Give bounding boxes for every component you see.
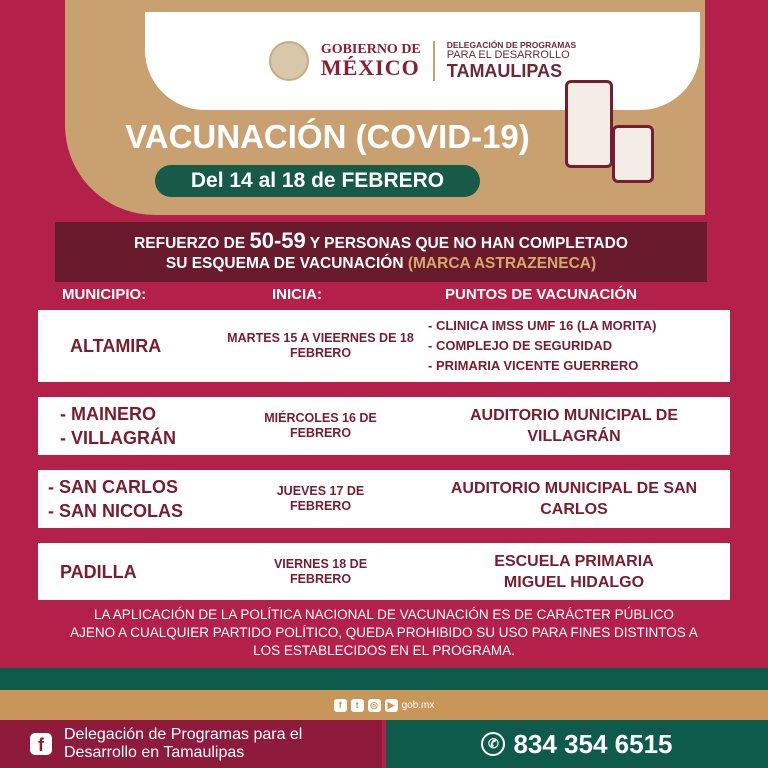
municipio: - VILLAGRÁN xyxy=(60,428,176,448)
facebook-line2: Desarrollo en Tamaulipas xyxy=(64,744,245,761)
page-title: VACUNACIÓN (COVID-19) xyxy=(125,118,530,155)
facebook-contact[interactable] xyxy=(0,720,382,768)
col-puntos: PUNTOS DE VACUNACIÓN xyxy=(445,286,637,303)
del-line1: DELEGACIÓN DE PROGRAMAS xyxy=(446,40,577,51)
punto: - CLINICA IMSS UMF 16 (LA MORITA) xyxy=(428,318,657,333)
inicia: JUEVES 17 DE FEBRERO xyxy=(276,484,365,513)
table-row xyxy=(38,470,730,528)
delegacion-logo xyxy=(447,41,576,80)
punto: AUDITORIO MUNICIPAL DE SAN CARLOS xyxy=(450,480,698,518)
gob-line2: MÉXICO xyxy=(320,55,420,80)
disclaimer-line: AJENO A CUALQUIER PARTIDO POLÍTICO, QUEDA PROHIBIDO SU USO PARA FINES DISTINTOS A xyxy=(70,625,698,640)
disclaimer-line: LOS ESTABLECIDOS EN EL PROGRAMA. xyxy=(253,643,515,658)
table-row xyxy=(38,397,730,455)
inicia: MARTES 15 A VIEERNES DE 18 FEBRERO xyxy=(227,331,414,360)
municipio: - MAINERO xyxy=(60,404,156,424)
inicia: VIERNES 18 DE FEBRERO xyxy=(273,556,368,586)
banner-pre: REFUERZO DE xyxy=(134,235,250,252)
date-range: Del 14 al 18 de FEBRERO xyxy=(155,165,480,197)
green-band xyxy=(0,668,768,690)
disclaimer-line: LA APLICACIÓN DE LA POLÍTICA NACIONAL DE VACUNACIÓN ES DE CARÁCTER PÚBLICO xyxy=(94,607,674,622)
del-line2: PARA EL DESARROLLO xyxy=(446,49,570,62)
divider xyxy=(433,41,435,81)
municipio: - SAN NICOLAS xyxy=(48,501,183,521)
banner-line2: SU ESQUEMA DE VACUNACIÓN xyxy=(165,255,408,272)
punto: - PRIMARIA VICENTE GUERRERO xyxy=(428,358,639,373)
whatsapp-icon: ✆ xyxy=(481,732,505,756)
municipio: PADILLA xyxy=(60,561,137,582)
gobierno-logo xyxy=(321,43,421,79)
banner-brand: (MARCA ASTRAZENECA) xyxy=(407,255,597,272)
twitter-icon[interactable]: t xyxy=(351,699,364,712)
facebook-icon: f xyxy=(30,733,52,755)
municipio: ALTAMIRA xyxy=(70,336,162,356)
header-logos xyxy=(145,12,700,110)
punto: ESCUELA PRIMARIA MIGUEL HIDALGO xyxy=(494,552,654,591)
punto: - COMPLEJO DE SEGURIDAD xyxy=(428,338,613,353)
site-link[interactable]: gob.mx xyxy=(401,699,435,711)
disclaimer xyxy=(0,606,768,660)
banner-post: Y PERSONAS QUE NO HAN COMPLETADO xyxy=(305,235,628,252)
inicia: MIÉRCOLES 16 DE FEBRERO xyxy=(264,411,377,440)
social-bar xyxy=(0,690,768,720)
banner-age: 50-59 xyxy=(249,228,306,253)
gob-line1: GOBIERNO DE xyxy=(320,42,421,57)
vaccine-vial-icon xyxy=(565,80,613,168)
punto: AUDITORIO MUNICIPAL DE VILLAGRÁN xyxy=(469,407,678,445)
whatsapp-contact[interactable] xyxy=(386,720,768,768)
table-row xyxy=(38,310,730,382)
target-banner xyxy=(55,222,707,282)
facebook-line1: Delegación de Programas para el xyxy=(64,726,303,743)
del-line3: TAMAULIPAS xyxy=(446,60,563,81)
vaccine-vial-small-icon xyxy=(612,125,654,183)
col-inicia: INICIA: xyxy=(272,286,322,303)
facebook-icon[interactable]: f xyxy=(334,699,347,712)
municipio: - SAN CARLOS xyxy=(48,477,178,497)
phone-number: 834 354 6515 xyxy=(513,728,673,759)
mexico-seal-icon xyxy=(269,41,309,81)
col-municipio: MUNICIPIO: xyxy=(62,286,147,303)
youtube-icon[interactable]: ▶ xyxy=(385,699,398,712)
instagram-icon[interactable]: ◎ xyxy=(368,699,381,712)
table-row xyxy=(38,543,730,600)
